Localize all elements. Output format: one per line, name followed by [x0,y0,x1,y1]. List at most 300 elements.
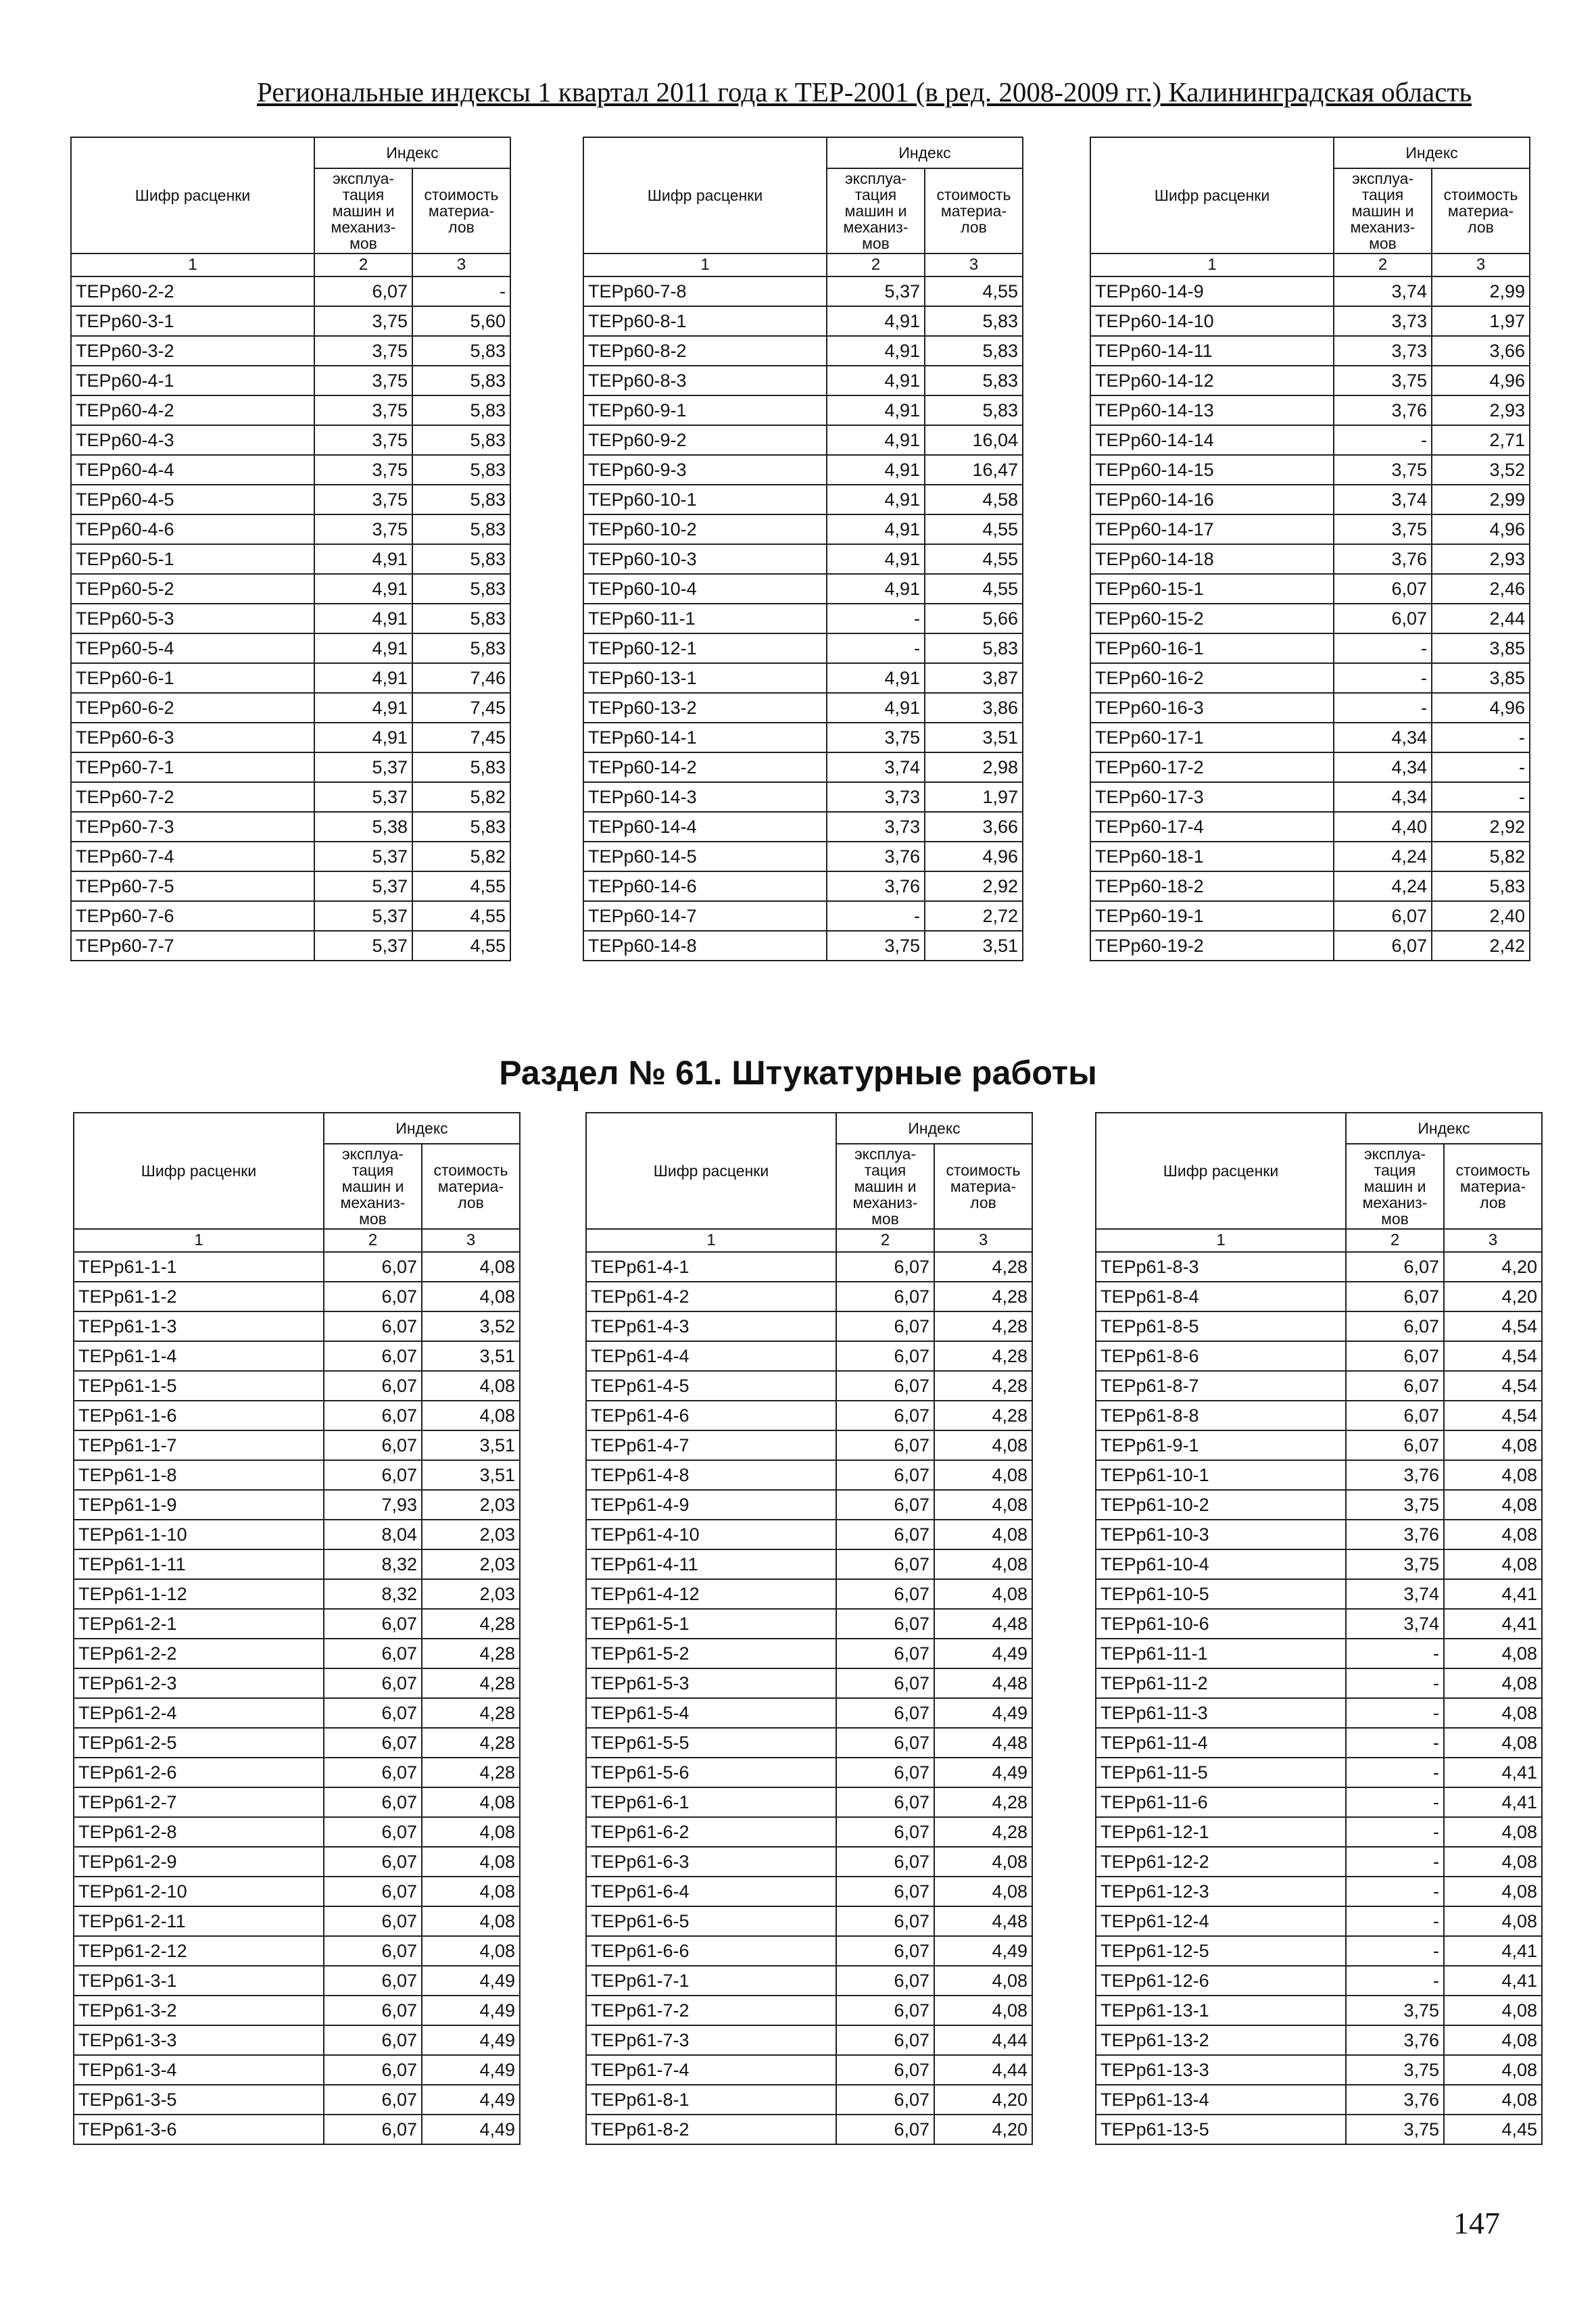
materials-index: 4,08 [934,1996,1032,2025]
table-row [586,1549,1032,1579]
machines-index: 6,07 [324,2115,422,2144]
machines-index: 6,07 [836,1311,934,1341]
materials-index: 5,83 [412,366,510,395]
table-row [1096,1282,1542,1311]
table-row [1090,544,1530,574]
table-row [586,1698,1032,1728]
materials-index: 2,92 [1432,812,1530,842]
materials-index: 3,66 [1432,336,1530,366]
table-row [586,2115,1032,2144]
rate-code: ТЕРр61-10-6 [1096,1609,1346,1639]
rate-code: ТЕРр61-2-7 [74,1787,324,1817]
machines-index: 6,07 [324,1787,422,1817]
rate-code: ТЕРр61-5-6 [586,1758,836,1787]
table-row [1096,1817,1542,1847]
table-row [71,604,510,633]
index-table-3 [1090,137,1530,961]
machines-index: 6,07 [836,1341,934,1371]
machines-index: 3,75 [314,425,412,455]
machines-index: 3,75 [314,485,412,514]
rate-code: ТЕРр61-6-5 [586,1906,836,1936]
machines-index: 4,91 [827,663,925,693]
table-row [74,1609,520,1639]
header-index: Индекс [324,1113,520,1144]
materials-index: 5,83 [412,574,510,604]
rate-code: ТЕРр61-4-11 [586,1549,836,1579]
materials-index: 7,45 [412,693,510,723]
machines-index: - [827,604,925,633]
rate-code: ТЕРр61-13-2 [1096,2025,1346,2055]
rate-code: ТЕРр60-4-5 [71,485,314,514]
materials-index: 4,28 [934,1371,1032,1401]
materials-index: 3,52 [422,1311,520,1341]
table-row [586,1252,1032,1282]
machines-index: 4,34 [1334,723,1432,752]
materials-index: 4,55 [412,901,510,931]
machines-index: 3,75 [314,514,412,544]
rate-code: ТЕРр61-5-4 [586,1698,836,1728]
table-row [583,425,1023,455]
materials-index: 4,20 [1444,1252,1542,1282]
machines-index: 6,07 [836,1520,934,1549]
table-row [74,1936,520,1966]
materials-index: 5,83 [925,336,1023,366]
table-row [583,723,1023,752]
rate-code: ТЕРр60-19-2 [1090,931,1334,961]
table-row [1096,1371,1542,1401]
rate-code: ТЕРр60-9-2 [583,425,827,455]
rate-code: ТЕРр61-1-3 [74,1311,324,1341]
materials-index: 4,28 [422,1698,520,1728]
rate-code: ТЕРр61-5-2 [586,1639,836,1668]
table-row [586,1282,1032,1311]
materials-index: 4,20 [934,2115,1032,2144]
table-row [1096,1460,1542,1490]
table-row [1090,693,1530,723]
machines-index: 4,91 [827,485,925,514]
table-row [74,1847,520,1877]
materials-index: 4,08 [1444,1490,1542,1520]
rate-code: ТЕРр60-17-1 [1090,723,1334,752]
materials-index: 4,08 [1444,2085,1542,2115]
column-number: 1 [71,254,314,276]
materials-index: - [1432,782,1530,812]
machines-index: 3,75 [1346,1996,1444,2025]
table-row [1096,1877,1542,1906]
column-number: 3 [934,1229,1032,1252]
rate-code: ТЕРр60-5-2 [71,574,314,604]
materials-index: 4,08 [422,1817,520,1847]
rate-code: ТЕРр61-6-3 [586,1847,836,1877]
materials-index: 4,55 [412,931,510,961]
materials-index: 3,87 [925,663,1023,693]
machines-index: 6,07 [324,1906,422,1936]
table-row [1096,1401,1542,1430]
table-row [74,2085,520,2115]
table-row [586,2055,1032,2085]
table-row [74,1639,520,1668]
machines-index: 4,40 [1334,812,1432,842]
page-number: 147 [1453,2206,1500,2240]
table-row [1096,1639,1542,1668]
table-row [71,842,510,871]
materials-index: 5,82 [412,842,510,871]
column-number: 3 [412,254,510,276]
materials-index: 4,49 [422,2085,520,2115]
machines-index: 6,07 [836,1371,934,1401]
materials-index: 4,08 [422,1877,520,1906]
materials-index: 16,04 [925,425,1023,455]
materials-index: 4,08 [934,1847,1032,1877]
machines-index: 6,07 [836,1579,934,1609]
rate-code: ТЕРр60-14-3 [583,782,827,812]
materials-index: 4,08 [1444,1817,1542,1847]
table-row [583,663,1023,693]
table-row [1096,1728,1542,1758]
table-row [583,931,1023,961]
rate-code: ТЕРр60-7-7 [71,931,314,961]
header-index: Индекс [836,1113,1032,1144]
machines-index: - [1346,1698,1444,1728]
machines-index: - [1346,1639,1444,1668]
header-code: Шифр расценки [586,1113,836,1229]
header-code: Шифр расценки [1096,1113,1346,1229]
rate-code: ТЕРр60-13-2 [583,693,827,723]
rate-code: ТЕРр61-4-9 [586,1490,836,1520]
rate-code: ТЕРр61-2-8 [74,1817,324,1847]
materials-index: 4,08 [1444,1460,1542,1490]
rate-code: ТЕРр60-17-3 [1090,782,1334,812]
table-row [71,514,510,544]
machines-index: 5,37 [314,842,412,871]
machines-index: 6,07 [1346,1430,1444,1460]
materials-index: 4,08 [1444,1996,1542,2025]
rate-code: ТЕРр61-9-1 [1096,1430,1346,1460]
column-number: 2 [324,1229,422,1252]
materials-index: 4,96 [1432,514,1530,544]
column-number: 3 [1432,254,1530,276]
table-row [586,2025,1032,2055]
table-row [74,2115,520,2144]
rate-code: ТЕРр60-14-15 [1090,455,1334,485]
materials-index: 4,08 [934,1549,1032,1579]
column-number: 2 [836,1229,934,1252]
header-code: Шифр расценки [583,137,827,254]
materials-index: 4,08 [934,1460,1032,1490]
table-row [74,1252,520,1282]
machines-index: - [1346,1936,1444,1966]
machines-index: 3,76 [1346,2025,1444,2055]
header-materials: стоимость материа- лов [925,168,1023,254]
rate-code: ТЕРр61-8-6 [1096,1341,1346,1371]
rate-code: ТЕРр60-14-12 [1090,366,1334,395]
table-row [583,752,1023,782]
table-row [1096,1252,1542,1282]
header-materials: стоимость материа- лов [422,1144,520,1229]
table-row [74,1698,520,1728]
rate-code: ТЕРр61-1-8 [74,1460,324,1490]
machines-index: 6,07 [324,1758,422,1787]
rate-code: ТЕРр60-8-2 [583,336,827,366]
rate-code: ТЕРр61-1-6 [74,1401,324,1430]
rate-code: ТЕРр61-11-3 [1096,1698,1346,1728]
machines-index: 3,73 [827,812,925,842]
table-row [583,901,1023,931]
materials-index: 4,58 [925,485,1023,514]
column-number: 1 [586,1229,836,1252]
materials-index: 5,83 [412,812,510,842]
machines-index: 6,07 [1346,1311,1444,1341]
rate-code: ТЕРр60-16-1 [1090,633,1334,663]
machines-index: 3,73 [827,782,925,812]
table-row [586,1579,1032,1609]
materials-index: 7,46 [412,663,510,693]
materials-index: 4,28 [422,1639,520,1668]
materials-index: 4,28 [934,1401,1032,1430]
rate-code: ТЕРр60-14-10 [1090,306,1334,336]
table-row [1090,514,1530,544]
rate-code: ТЕРр61-4-12 [586,1579,836,1609]
rate-code: ТЕРр60-5-4 [71,633,314,663]
materials-index: 2,03 [422,1520,520,1549]
table-row [71,455,510,485]
table-row [1090,633,1530,663]
rate-code: ТЕРр61-11-6 [1096,1787,1346,1817]
machines-index: - [1346,1817,1444,1847]
rate-code: ТЕРр61-3-2 [74,1996,324,2025]
rate-code: ТЕРр60-13-1 [583,663,827,693]
materials-index: 4,54 [1444,1311,1542,1341]
table-row [71,395,510,425]
machines-index: 8,32 [324,1549,422,1579]
materials-index: 4,49 [934,1936,1032,1966]
header-machines: эксплуа- тация машин и механиз- мов [827,168,925,254]
rate-code: ТЕРр60-14-1 [583,723,827,752]
materials-index: 5,83 [412,425,510,455]
materials-index: 3,85 [1432,663,1530,693]
header-index: Индекс [1346,1113,1542,1144]
materials-index: 4,45 [1444,2115,1542,2144]
rate-code: ТЕРр60-14-7 [583,901,827,931]
rate-code: ТЕРр61-6-6 [586,1936,836,1966]
materials-index: 4,55 [412,871,510,901]
table-row [1096,1787,1542,1817]
materials-index: 2,44 [1432,604,1530,633]
machines-index: 4,91 [827,574,925,604]
machines-index: 6,07 [836,1728,934,1758]
table-row [583,693,1023,723]
table-row [1090,336,1530,366]
header-materials: стоимость материа- лов [1432,168,1530,254]
table-row [1090,425,1530,455]
materials-index: 16,47 [925,455,1023,485]
index-table-2 [583,137,1023,961]
machines-index: 6,07 [324,1371,422,1401]
rate-code: ТЕРр61-1-10 [74,1520,324,1549]
materials-index: 5,60 [412,306,510,336]
table-row [1096,1430,1542,1460]
table-row [1096,1758,1542,1787]
machines-index: - [1346,1877,1444,1906]
rate-code: ТЕРр61-13-5 [1096,2115,1346,2144]
machines-index: 5,37 [314,931,412,961]
rate-code: ТЕРр61-10-3 [1096,1520,1346,1549]
rate-code: ТЕРр60-14-9 [1090,276,1334,306]
machines-index: 6,07 [324,1847,422,1877]
rate-code: ТЕРр60-9-3 [583,455,827,485]
materials-index: 3,51 [422,1460,520,1490]
machines-index: 4,91 [314,574,412,604]
rate-code: ТЕРр61-1-7 [74,1430,324,1460]
rate-code: ТЕРр60-14-16 [1090,485,1334,514]
machines-index: 8,04 [324,1520,422,1549]
table-row [1096,1520,1542,1549]
materials-index: 4,49 [422,1996,520,2025]
materials-index: 2,40 [1432,901,1530,931]
materials-index: 3,51 [925,723,1023,752]
machines-index: 4,91 [827,455,925,485]
table-row [586,1966,1032,1996]
header-code: Шифр расценки [74,1113,324,1229]
materials-index: 4,08 [934,1579,1032,1609]
column-number: 2 [1346,1229,1444,1252]
machines-index: 6,07 [836,1490,934,1520]
rate-code: ТЕРр60-7-2 [71,782,314,812]
machines-index: 6,07 [324,2025,422,2055]
rate-code: ТЕРр60-14-4 [583,812,827,842]
table-row [1090,752,1530,782]
materials-index: 4,08 [422,1371,520,1401]
materials-index: 4,08 [1444,1549,1542,1579]
materials-index: 5,66 [925,604,1023,633]
machines-index: 6,07 [324,1817,422,1847]
table-row [1090,604,1530,633]
table-row [1090,485,1530,514]
machines-index: 3,75 [314,306,412,336]
table-row [586,1906,1032,1936]
machines-index: 4,91 [314,544,412,574]
table-row [71,871,510,901]
materials-index: 4,41 [1444,1787,1542,1817]
machines-index: 6,07 [836,1936,934,1966]
table-row [586,1787,1032,1817]
rate-code: ТЕРр61-2-9 [74,1847,324,1877]
rate-code: ТЕРр60-10-3 [583,544,827,574]
machines-index: 6,07 [836,1817,934,1847]
table-row [586,2085,1032,2115]
rate-code: ТЕРр60-19-1 [1090,901,1334,931]
rate-code: ТЕРр60-7-6 [71,901,314,931]
rate-code: ТЕРр60-12-1 [583,633,827,663]
table-row [71,336,510,366]
machines-index: 4,91 [314,604,412,633]
header-index: Индекс [827,137,1023,168]
table-row [586,1639,1032,1668]
materials-index: 4,96 [1432,693,1530,723]
materials-index: 2,99 [1432,485,1530,514]
machines-index: 5,37 [827,276,925,306]
machines-index: 7,93 [324,1490,422,1520]
column-number: 3 [1444,1229,1542,1252]
machines-index: 4,91 [827,693,925,723]
machines-index: 4,91 [827,336,925,366]
table-row [74,2055,520,2085]
table-row [1090,871,1530,901]
materials-index: 5,83 [412,455,510,485]
header-code: Шифр расценки [71,137,314,254]
machines-index: 3,75 [1346,2115,1444,2144]
rate-code: ТЕРр60-9-1 [583,395,827,425]
table-row [1096,2055,1542,2085]
table-row [1090,455,1530,485]
machines-index: 6,07 [836,1877,934,1906]
machines-index: 3,75 [1346,1549,1444,1579]
machines-index: 4,91 [827,544,925,574]
table-row [586,1490,1032,1520]
materials-index: 4,49 [422,1966,520,1996]
table-row [586,1371,1032,1401]
machines-index: 6,07 [324,1639,422,1668]
machines-index: - [1346,1966,1444,1996]
table-row [1090,842,1530,871]
materials-index: 4,48 [934,1728,1032,1758]
rate-code: ТЕРр61-4-4 [586,1341,836,1371]
materials-index: 5,82 [412,782,510,812]
table-row [586,1460,1032,1490]
materials-index: 2,03 [422,1490,520,1520]
machines-index: 3,75 [827,931,925,961]
table-row [586,1877,1032,1906]
machines-index: 4,34 [1334,752,1432,782]
column-number: 3 [925,254,1023,276]
rate-code: ТЕРр61-5-5 [586,1728,836,1758]
rate-code: ТЕРр60-16-2 [1090,663,1334,693]
rate-code: ТЕРр60-6-1 [71,663,314,693]
materials-index: 4,55 [925,276,1023,306]
materials-index: 4,08 [934,1520,1032,1549]
table-row [1090,306,1530,336]
table-row [71,901,510,931]
machines-index: 6,07 [836,1460,934,1490]
rate-code: ТЕРр60-14-8 [583,931,827,961]
materials-index: 4,08 [422,1282,520,1311]
machines-index: 3,75 [1346,2055,1444,2085]
table-row [1096,1996,1542,2025]
rate-code: ТЕРр61-2-4 [74,1698,324,1728]
machines-index: 3,73 [1334,306,1432,336]
rate-code: ТЕРр61-7-2 [586,1996,836,2025]
machines-index: 3,74 [1334,485,1432,514]
machines-index: 6,07 [836,1966,934,1996]
table-row [1096,1936,1542,1966]
rate-code: ТЕРр61-2-6 [74,1758,324,1787]
rate-code: ТЕРр60-7-5 [71,871,314,901]
rate-code: ТЕРр61-1-9 [74,1490,324,1520]
machines-index: 4,91 [314,633,412,663]
rate-code: ТЕРр61-10-2 [1096,1490,1346,1520]
table-row [71,544,510,574]
machines-index: 4,91 [314,663,412,693]
machines-index: 4,24 [1334,842,1432,871]
rate-code: ТЕРр61-4-3 [586,1311,836,1341]
machines-index: 6,07 [324,1252,422,1282]
materials-index: 3,51 [422,1341,520,1371]
materials-index: 4,55 [925,544,1023,574]
materials-index: 5,83 [925,633,1023,663]
rate-code: ТЕРр61-4-8 [586,1460,836,1490]
rate-code: ТЕРр60-4-6 [71,514,314,544]
materials-index: 4,28 [422,1728,520,1758]
